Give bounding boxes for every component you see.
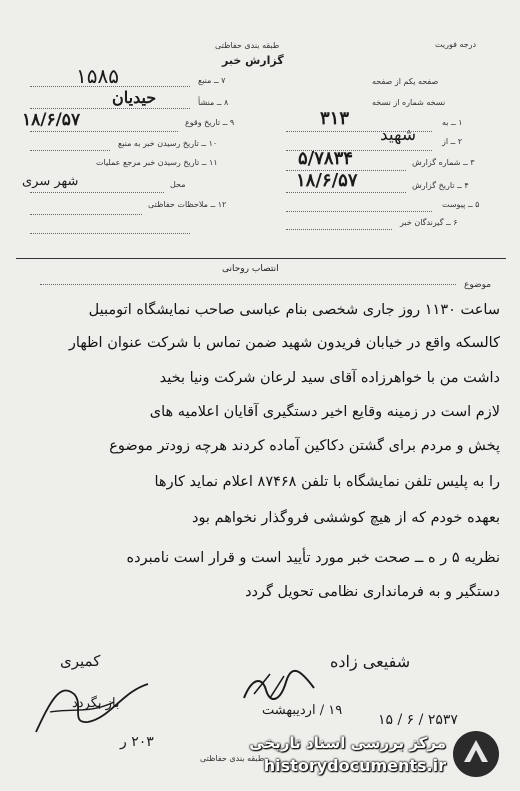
signature-right-name: شفیعی زاده	[330, 652, 411, 671]
field-9-value: ۱۸/۶/۵۷	[22, 110, 81, 130]
field-10-line	[30, 150, 110, 151]
field-12-label: ۱۲ ــ ملاحظات حفاظتی	[148, 200, 227, 209]
body-line: کالسکه واقع در خیابان فریدون شهید ضمن تماس با شرکت عنوان اظهار	[68, 335, 500, 351]
body-line: نظریه ۵ ر ه ــ صحت خبر مورد تأیید است و قرار است نامبرده	[126, 550, 500, 566]
body-line: لازم است در زمینه وقایع اخیر دستگیری آقایان اعلامیه های	[149, 404, 500, 420]
field-4-line	[286, 192, 406, 193]
field-10-label: ۱۰ ــ تاریخ رسیدن خبر به منبع	[118, 139, 218, 148]
field-1-label: ۱ ــ به	[442, 118, 463, 127]
field-2-value: شهید	[380, 125, 417, 145]
body-line: ساعت ۱۱۳۰ روز جاری شخصی بنام عباسی صاحب نمایشگاه اتومبیل	[88, 302, 500, 318]
field-11-label: ۱۱ ــ تاریخ رسیدن خبر مرجع عملیات	[96, 158, 218, 167]
field-8-line	[30, 108, 190, 109]
field-8-value: حیدیان	[112, 88, 157, 107]
field-5-label: ۵ ــ پیوست	[442, 200, 480, 209]
field-1-value: ۳۱۳	[320, 108, 350, 129]
field-7-value: ۱۵۸۵	[76, 64, 119, 88]
watermark-site: historydocuments.ir	[263, 756, 446, 775]
signature-left-note: باز بگردد	[72, 696, 120, 711]
watermark-org: مرکز بررسی اسناد تاریخی	[249, 734, 446, 752]
field-3-value: ۵/۷۸۳۴	[298, 148, 353, 169]
archive-logo-icon	[450, 728, 502, 780]
field-5-line	[286, 211, 432, 212]
field-4-value: ۱۸/۶/۵۷	[296, 170, 358, 191]
field-2-label: ۲ ــ از	[442, 137, 463, 146]
subject-label: موضوع	[464, 280, 492, 290]
field-6-label: ۶ ــ گیرندگان خبر	[400, 218, 458, 227]
signature-left-name: کمیری	[60, 652, 101, 670]
field-8-label: ۸ ــ منشأ	[198, 98, 229, 107]
page-of-label: صفحه یکم از صفحه	[372, 77, 439, 86]
field-9-line	[30, 131, 178, 132]
classification-footer: طبقه بندی حفاظتی	[200, 754, 265, 763]
body-line: بعهده خودم که از هیچ کوششی فروگذار نخواهم بود	[191, 510, 500, 526]
field-12-line-2	[30, 233, 190, 234]
field-12-line	[30, 214, 142, 215]
signature-left-number: ۲۰۳ ر	[120, 734, 154, 750]
priority-label: درجه فوریت	[435, 40, 477, 49]
watermark	[232, 726, 514, 786]
field-4-label: ۴ ــ تاریخ گزارش	[412, 181, 469, 190]
signature-right-number: ۲۵۳۷ / ۶ / ۱۵	[378, 712, 458, 728]
field-3-label: ۳ ــ شماره گزارش	[412, 158, 475, 167]
body-line: داشت من با خواهرزاده آقای سید لرعان شرکت ونیا بخید	[159, 370, 500, 386]
field-6-line	[286, 229, 392, 230]
signature-scribble-right	[240, 668, 320, 706]
field-9-label: ۹ ــ تاریخ وقوع	[185, 118, 235, 127]
field-7-line	[30, 86, 190, 87]
place-label: محل	[170, 180, 186, 189]
subject-value: انتصاب روحانی	[222, 264, 279, 274]
field-7-label: ۷ ــ منبع	[198, 76, 226, 85]
form-title: گزارش خبر	[222, 54, 284, 67]
classification-header: طبقه بندی حفاظتی	[215, 41, 280, 50]
place-line	[30, 192, 164, 193]
body-line: پخش و مردم برای گشتن دکاکین آماده کردند هرچه زودتر موضوع	[109, 438, 500, 454]
section-divider	[16, 258, 506, 259]
signature-right-date: ۱۹ / اردیبهشت	[262, 703, 343, 718]
body-line: دستگیر و به فرمانداری نظامی تحویل گردد	[245, 584, 500, 600]
body-line: را به پلیس تلفن نمایشگاه با تلفن ۸۷۴۶۸ اعلام نماید کارها	[154, 474, 500, 490]
place-value: شهر سری	[22, 174, 79, 189]
subject-line	[40, 284, 456, 285]
copy-of-label: نسخه شماره از نسخه	[372, 98, 446, 107]
